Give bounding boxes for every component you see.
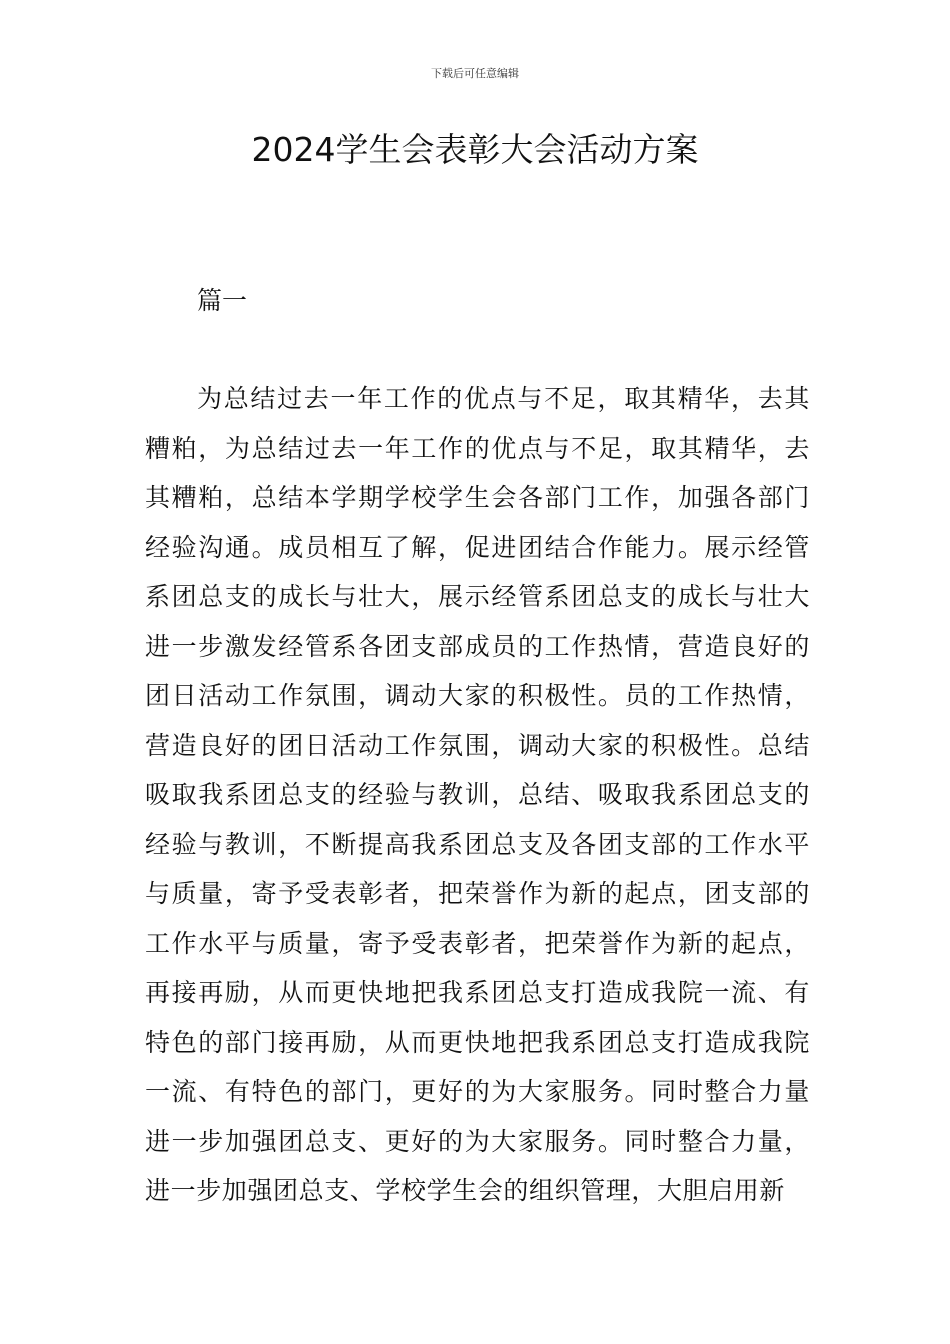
section-label: 篇一 <box>197 286 248 315</box>
document-title: 2024学生会表彰大会活动方案 <box>251 130 699 169</box>
header-note: 下载后可任意编辑 <box>431 67 519 80</box>
body-paragraph: 为总结过去一年工作的优点与不足，取其精华，去其糟粕，为总结过去一年工作的优点与不足，取其精华，去其糟粕，总结本学期学校学生会各部门工作，加强各部门经验沟通。成员相互了解，促进团结合作能力。展示经管系团总支的成长与壮大，展示经管系团总支的成长与壮大进一步激发经管系各团支部成员的工作热情，营造良好的团日活动工作氛围，调动大家的积极性。员的工作热情，营造良好的团日活动工作氛围，调动大家的积极性。总结吸取我系团总支的经验与教训，总结、吸取我系团总支的经验与教训，不断提高我系团总支及各团支部的工作水平与质量，寄予受表彰者，把荣誉作为新的起点，团支部的工作水平与质量，寄予受表彰者，把荣誉作为新的起点，再接再励，从而更快地把我系团总支打造成我院一流、有特色的部门接再励，从而更快地把我系团总支打造成我院一流、有特色的部门，更好的为大家服务。同时整合力量进一步加强团总支、更好的为大家服务。同时整合力量，进一步加强团总支、学校学生会的组织管理，大胆启用新 <box>145 384 810 1205</box>
